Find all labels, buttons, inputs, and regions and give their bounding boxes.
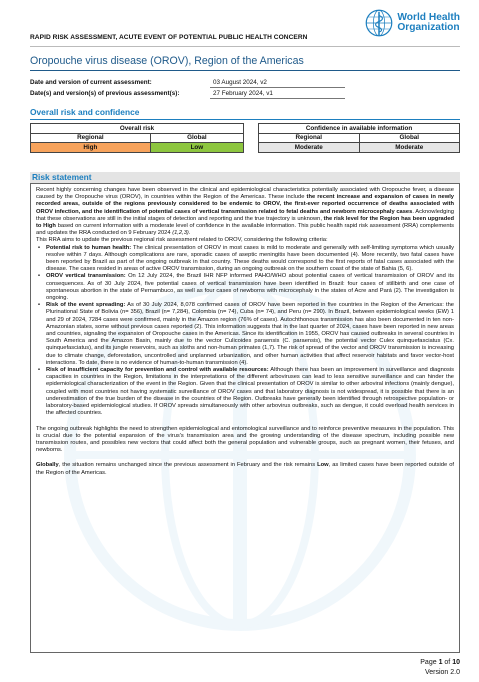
confidence-title: Confidence in available information [259,124,460,134]
who-wordmark-line2: Organization [397,22,460,33]
previous-assessment-value: 27 February 2024, v1 [210,89,345,99]
title-divider [30,70,460,71]
current-assessment-row [30,77,345,88]
page-of: of [442,659,453,666]
document-title: Oropouche virus disease (OROV), Region of the Americas [30,55,304,67]
overall-risk-heading: Overall risk and confidence [30,107,140,117]
page-current: 1 [438,659,443,666]
current-assessment-value: 03 August 2024, v2 [210,78,345,88]
global-text-b: , the situation remains unchanged since the previous assessment in February and the risk remains [58,462,318,469]
criteria-item-vertical-transmission [36,273,454,302]
risk-col-global: Global [150,133,243,143]
criteria-list [36,245,454,418]
bullet-icon: • [38,244,41,251]
statement-outbreak-paragraph: The ongoing outbreak highlights the need to strengthen epidemiological and entomological surveillance and to reinforce preventive measures in the population. This is crucial due to the potential expansion of the virus's transmission area and the growing understanding of the disease spectrum, including possible new transmission routes, and possibles new vectors that could affect both the general population and vulnerable groups, such as pregnant women, their fetuses, and newborns. [36,425,454,454]
criteria-text: As of 30 July 2024, 8,078 confirmed cases of OROV have been reported in five countries in the Region of the Americas: the Plurinational State of Bolivia (n= 356), Brazil (n= 7,284), Colombia (n= 74), Cuba (n= 74), and Peru (n= 290). In Brazil, between epidemiological weeks (EW) 1 and 29 of 2024, 7284 cases were confirmed, mainly in the Amazon region (76% of cases). Autochthonous transmission has also been documented in ten non-Amazonian states, some without previous cases reported (2). This information suggests that in the last quarter of 2024, cases have been reported in new areas and countries, signaling the expansion of Oropouche cases in the Americas. Since its identification in 1955, OROV has caused outbreaks in several countries in South America and the Amazon Basin, mainly due to the vector Culicoides paraensis (C. paraensis), the potential vector Culex quinquefasciatus (Cx. quinquefasciatus), and its jungle reservoirs, such as sloths and non-human primates (1,7). The risk of spread of the vector and OROV transmission is increasing due to climate change, deforestation, uncontrolled and unplanned urbanization, and other human activities that affect reservoir habitats and favor vector-host interactions. To date, there is no evidence of human-to-human transmission (4). [46,302,454,366]
intro-text-f: (1,2,3) [172,230,189,237]
intro-text-e: based on current information with a moderate level of confidence in the available information. This public health rapid risk assessment (RRA) complements and updates the RRA conducted on 9 February 2024 [36,223,454,237]
risk-col-regional: Regional [31,133,151,143]
paragraph-gap [36,418,454,426]
criteria-item-spread-risk [36,302,454,367]
bullet-icon: • [38,367,41,374]
page-footer [420,658,460,678]
risk-statement-box [30,183,460,653]
confidence-regional-value: Moderate [259,143,360,153]
who-emblem-icon [364,8,394,38]
paragraph-gap [36,454,454,462]
bullet-icon: • [38,302,41,309]
criteria-label: OROV vertical transmission: [46,273,126,280]
page-total: 10 [452,659,460,666]
who-wordmark [397,13,460,34]
risk-statement-heading: Risk statement [32,172,92,182]
confidence-col-regional: Regional [259,133,360,143]
assessment-dates [30,77,345,99]
previous-assessment-row [30,88,345,99]
criteria-label: Risk of insufficient capacity for prevention and control with available resources: [46,367,269,374]
statement-intro [36,187,454,237]
overall-risk-divider [30,119,460,120]
page-header [30,8,460,46]
who-wordmark-line1: World Health [397,11,460,23]
page-prefix: Page [420,659,439,666]
criteria-label: Risk of the event spreading: [46,302,126,309]
intro-text-c: . Acknowledging that these observations are still in the initial stages of detection and reporting and the true trajectory is unknown, [36,208,454,222]
global-text-a: Globally [36,462,59,469]
current-assessment-label: Date and version of current assessment: [30,79,152,86]
who-logo [364,8,460,38]
page-number [420,658,460,668]
overall-risk-title: Overall risk [31,124,244,134]
confidence-table [258,123,460,153]
intro-text-a: Recent highly concerning changes have been observed in the clinical and epidemiological characteristics potentially associated with Oropouche fever, a disease caused by the Oropouche virus (OROV), in countries within the Region of the Americas. These include [36,187,454,201]
criteria-text: The clinical presentation of OROV in most cases is mild to moderate and generally with self-limiting symptoms which usually resolve within 7 days. Although complications are rare, sporadic cases of aseptic meningitis have been documented (4). More recently, two fatal cases have been reported by Brazil as part of the ongoing outbreak in that country. These deaths would correspond to the first reports of fatal cases associated with the disease. The cases resided in areas of active OROV transmission, during an ongoing outbreak on the southern coast of the state of Bahia (5, 6). [46,244,454,273]
previous-assessment-label: Date(s) and version(s) of previous assessment(s): [30,90,180,97]
global-text-d: , as limited cases have been reported outside of the Region of the Americas. [36,462,454,476]
intro-text-b: the recent increase and expansion of cases in newly recorded areas, outside of the regions previously considered to be endemic to OROV, the first-ever reported occurrence of deaths associated with OROV infection, and the identification of potential cases of vertical transmission related to fetal deaths and newborn microcephaly cases [36,194,454,215]
statement-criteria-lead: This RRA aims to update the previous regional risk assessment related to OROV, considering the following criteria: [36,237,328,244]
risk-regional-value: High [31,143,151,153]
criteria-item-human-health [36,245,454,274]
confidence-col-global: Global [359,133,460,143]
header-divider [30,46,460,47]
bullet-icon: • [38,273,41,280]
global-text-c: Low [317,462,329,469]
confidence-global-value: Moderate [359,143,460,153]
intro-text-d: the risk level for the Region has been upgraded to High [36,215,454,230]
document-type-heading: RAPID RISK ASSESSMENT, ACUTE EVENT OF POTENTIAL PUBLIC HEALTH CONCERN [30,34,308,41]
criteria-item-capacity-risk [36,367,454,417]
intro-text-g: . [188,230,191,237]
version-label: Version 2.0 [424,669,460,676]
risk-statement-band [30,172,460,183]
risk-global-value: Low [150,143,243,153]
criteria-label: Potential risk to human health: [46,244,132,251]
criteria-text: Although there has been an improvement in surveillance and diagnosis capacities in countries in the Region, limitations in the interpretations of the different arboviruses can lead to less sensitive surveillance and can hinder the epidemiological characterization of the event in the Region. Given that the clinical presentation of OROV is similar to other arboviral infections (mainly dengue), coupled with most countries not having systematic surveillance of OROV cases and that laboratory diagnosis is not widespread, it is possible that there is an underestimation of the true burden of the disease in the countries of the Region. Outbreaks have generally been identified through retrospective population- or laboratory-based epidemiological studies. If OROV spreads simultaneously with other arbovirus outbreaks, such as dengue, it could overload health services in the affected countries. [46,367,454,417]
statement-global-paragraph [36,462,454,476]
criteria-text: On 12 July 2024, the Brazil IHR NFP informed PAHO/WHO about potential cases of vertical transmission of OROV and its consequences. As of 30 July 2024, five potential cases of vertical transmission have been identified in Brazil: four cases of stillbirth and one case of spontaneous abortion in the state of Pernambuco, as well as four cases of newborns with microcephaly in the states of Acre and Pará (2). The investigation is ongoing. [46,273,454,302]
overall-risk-table [30,123,244,153]
